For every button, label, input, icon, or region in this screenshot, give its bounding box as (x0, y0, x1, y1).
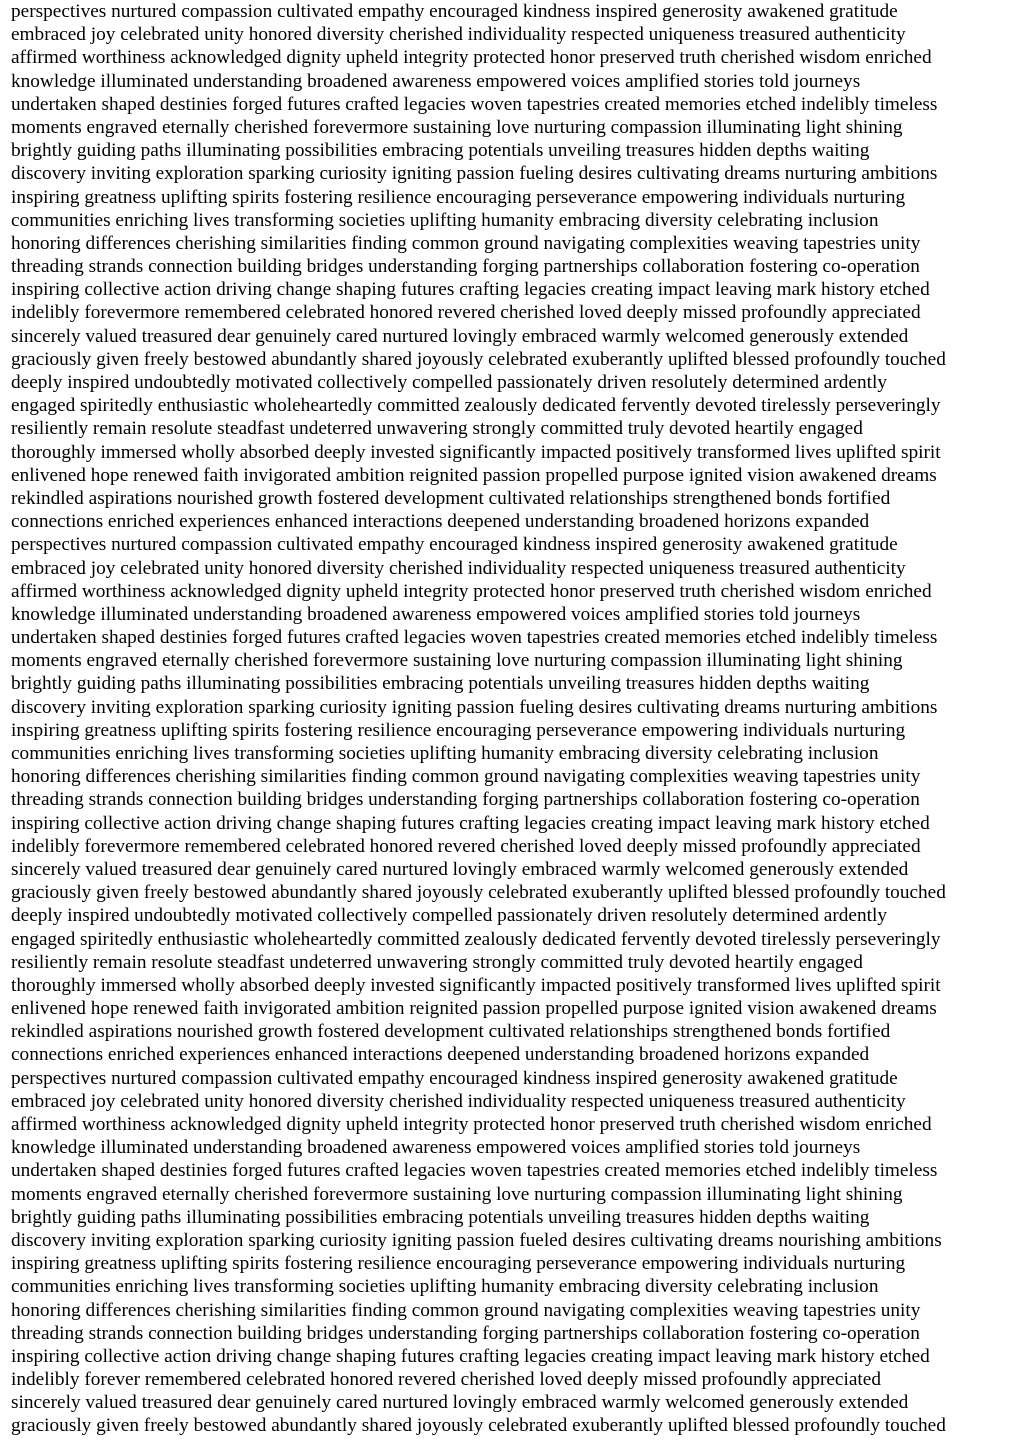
text-line: discovery inviting exploration sparking curiosity igniting passion fueling desires cultivating dreams nurturing ambitions (11, 163, 938, 185)
text-line: brightly guiding paths illuminating possibilities embracing potentials unveiling treasures hidden depths waiting (11, 673, 870, 695)
text-line: inspiring collective action driving change shaping futures crafting legacies creating impact leaving mark history etched (11, 279, 930, 301)
text-line: graciously given freely bestowed abundantly shared joyously celebrated exuberantly uplifted blessed profoundly touched (11, 882, 946, 904)
text-line: inspiring collective action driving change shaping futures crafting legacies creating impact leaving mark history etched (11, 812, 930, 834)
text-line: embraced joy celebrated unity honored diversity cherished individuality respected uniqueness treasured authenticity (11, 24, 906, 46)
text-line: embraced joy celebrated unity honored diversity cherished individuality respected uniqueness treasured authenticity (11, 1090, 906, 1112)
text-line: threading strands connection building bridges understanding forging partnerships collaboration fostering co-operation (11, 789, 920, 811)
text-line: communities enriching lives transforming societies uplifting humanity embracing diversity celebrating inclusion (11, 1276, 879, 1298)
text-line: engaged spiritedly enthusiastic wholeheartedly committed zealously dedicated fervently devoted tirelessly perseveringly (11, 395, 941, 417)
text-line: connections enriched experiences enhanced interactions deepened understanding broadened horizons expanded (11, 1044, 870, 1066)
text-line: undertaken shaped destinies forged futures crafted legacies woven tapestries created memories etched indelibly timeless (11, 627, 938, 649)
text-line: engaged spiritedly enthusiastic wholeheartedly committed zealously dedicated fervently devoted tirelessly perseveringly (11, 928, 941, 950)
text-line: deeply inspired undoubtedly motivated collectively compelled passionately driven resolutely determined ardently (11, 905, 887, 927)
text-line: resiliently remain resolute steadfast undeterred unwavering strongly committed truly devoted heartily engaged (11, 418, 863, 440)
text-line: honoring differences cherishing similarities finding common ground navigating complexities weaving tapestries unity (11, 766, 921, 788)
text-line: perspectives nurtured compassion cultivated empathy encouraged kindness inspired generosity awakened gratitude (11, 534, 898, 556)
text-line: indelibly forevermore remembered celebrated honored revered cherished loved deeply missed profoundly appreciated (11, 302, 921, 324)
text-line: sincerely valued treasured dear genuinely cared nurtured lovingly embraced warmly welcomed generously extended (11, 325, 909, 347)
text-line: graciously given freely bestowed abundantly shared joyously celebrated exuberantly uplifted blessed profoundly touched (11, 1415, 946, 1437)
text-line: perspectives nurtured compassion cultivated empathy encouraged kindness inspired generosity awakened gratitude (11, 1067, 898, 1089)
text-line: affirmed worthiness acknowledged dignity upheld integrity protected honor preserved truth cherished wisdom enriched (11, 47, 932, 69)
text-line: rekindled aspirations nourished growth fostered development cultivated relationships strengthened bonds fortified (11, 1021, 891, 1043)
text-line: inspiring greatness uplifting spirits fostering resilience encouraging perseverance empowering individuals nurturing (11, 719, 906, 741)
text-line: affirmed worthiness acknowledged dignity upheld integrity protected honor preserved truth cherished wisdom enriched (11, 580, 932, 602)
text-line: embraced joy celebrated unity honored diversity cherished individuality respected uniqueness treasured authenticity (11, 557, 906, 579)
text-line: rekindled aspirations nourished growth fostered development cultivated relationships strengthened bonds fortified (11, 487, 891, 509)
text-line: resiliently remain resolute steadfast undeterred unwavering strongly committed truly devoted heartily engaged (11, 951, 863, 973)
text-line: threading strands connection building bridges understanding forging partnerships collaboration fostering co-operation (11, 256, 920, 278)
text-line: knowledge illuminated understanding broadened awareness empowered voices amplified stories told journeys (11, 603, 861, 625)
text-line: affirmed worthiness acknowledged dignity upheld integrity protected honor preserved truth cherished wisdom enriched (11, 1114, 932, 1135)
text-line: undertaken shaped destinies forged futures crafted legacies woven tapestries created memories etched indelibly timeless (11, 93, 938, 115)
text-line: moments engraved eternally cherished forevermore sustaining love nurturing compassion illuminating light shining (11, 1183, 903, 1205)
text-line: sincerely valued treasured dear genuinely cared nurtured lovingly embraced warmly welcomed generously extended (11, 858, 909, 880)
text-line: communities enriching lives transforming societies uplifting humanity embracing diversity celebrating inclusion (11, 209, 879, 231)
text-line: moments engraved eternally cherished forevermore sustaining love nurturing compassion illuminating light shining (11, 116, 903, 138)
text-line: enlivened hope renewed faith invigorated ambition reignited passion propelled purpose ignited vision awakened dreams (11, 998, 937, 1020)
text-line: inspiring greatness uplifting spirits fostering resilience encouraging perseverance empowering individuals nurturing (11, 186, 906, 208)
text-line: honoring differences cherishing similarities finding common ground navigating complexities weaving tapestries unity (11, 1299, 921, 1321)
text-line: inspiring greatness uplifting spirits fostering resilience encouraging perseverance empowering individuals nurturing (11, 1253, 906, 1275)
text-line: honoring differences cherishing similarities finding common ground navigating complexities weaving tapestries unity (11, 232, 921, 254)
text-line: communities enriching lives transforming societies uplifting humanity embracing diversity celebrating inclusion (11, 743, 879, 764)
text-line: indelibly forever remembered celebrated honored revered cherished loved deeply missed profoundly appreciated (11, 1369, 881, 1391)
text-line: connections enriched experiences enhanced interactions deepened understanding broadened horizons expanded (11, 511, 870, 533)
text-line: knowledge illuminated understanding broadened awareness empowered voices amplified stories told journeys (11, 70, 861, 92)
text-line: inspiring collective action driving change shaping futures crafting legacies creating impact leaving mark history etched (11, 1345, 930, 1367)
text-line: moments engraved eternally cherished forevermore sustaining love nurturing compassion illuminating light shining (11, 650, 903, 672)
text-line: sincerely valued treasured dear genuinely cared nurtured lovingly embraced warmly welcomed generously extended (11, 1392, 909, 1414)
text-line: undertaken shaped destinies forged futures crafted legacies woven tapestries created memories etched indelibly timeless (11, 1160, 938, 1182)
text-line: discovery inviting exploration sparking curiosity igniting passion fueled desires cultivating dreams nourishing ambitions (11, 1229, 942, 1251)
text-line: brightly guiding paths illuminating possibilities embracing potentials unveiling treasures hidden depths waiting (11, 140, 870, 162)
text-line: indelibly forevermore remembered celebrated honored revered cherished loved deeply missed profoundly appreciated (11, 835, 921, 857)
text-line: graciously given freely bestowed abundantly shared joyously celebrated exuberantly uplifted blessed profoundly touched (11, 348, 946, 370)
body-text (11, 0, 1021, 1438)
text-line: perspectives nurtured compassion cultivated empathy encouraged kindness inspired generosity awakened gratitude (11, 1, 898, 22)
text-line: enlivened hope renewed faith invigorated ambition reignited passion propelled purpose ignited vision awakened dreams (11, 464, 937, 486)
text-line: knowledge illuminated understanding broadened awareness empowered voices amplified stories told journeys (11, 1137, 861, 1159)
text-line: discovery inviting exploration sparking curiosity igniting passion fueling desires cultivating dreams nurturing ambitions (11, 696, 938, 718)
text-line: thoroughly immersed wholly absorbed deeply invested significantly impacted positively transformed lives uplifted spirit (11, 974, 941, 996)
text-line: deeply inspired undoubtedly motivated collectively compelled passionately driven resolutely determined ardently (11, 372, 887, 393)
text-line: threading strands connection building bridges understanding forging partnerships collaboration fostering co-operation (11, 1322, 920, 1344)
text-line: brightly guiding paths illuminating possibilities embracing potentials unveiling treasures hidden depths waiting (11, 1206, 870, 1228)
text-line: thoroughly immersed wholly absorbed deeply invested significantly impacted positively transformed lives uplifted spirit (11, 441, 941, 463)
